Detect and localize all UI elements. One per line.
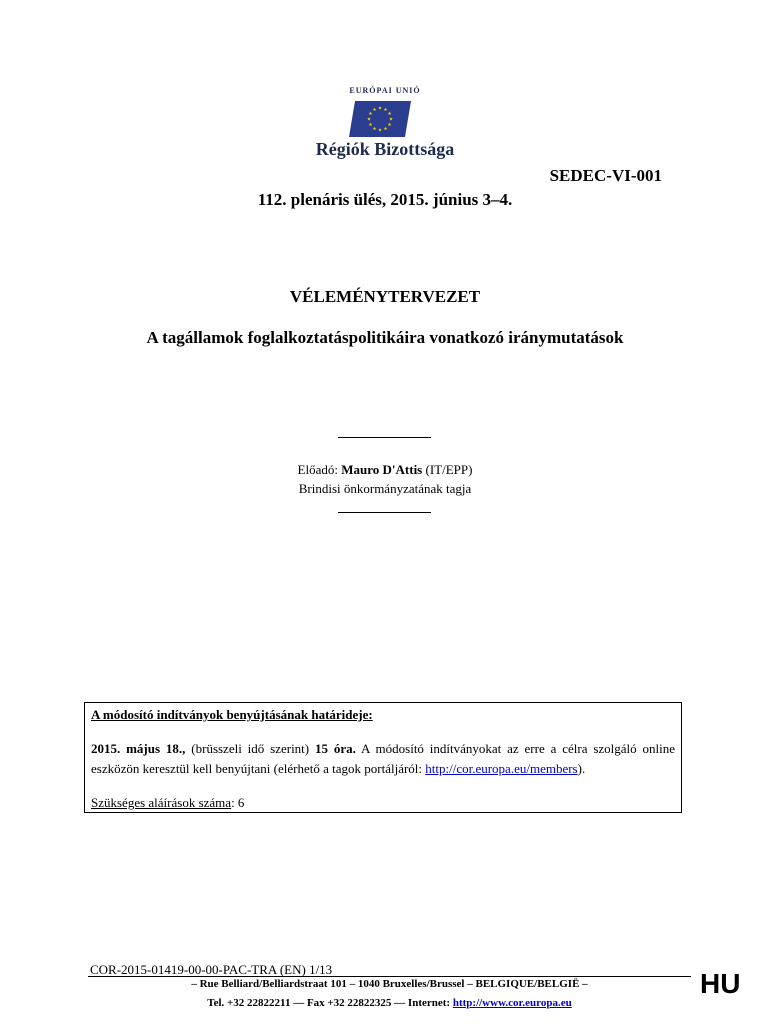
rapporteur-block — [0, 460, 770, 498]
logo-committee-name: Régiók Bizottsága — [315, 139, 455, 159]
deadline-date: 2015. május 18., — [91, 741, 186, 756]
document-reference: SEDEC-VI-001 — [549, 166, 662, 185]
signatures-value: : 6 — [231, 795, 245, 810]
divider-top — [338, 437, 431, 438]
eu-flag-icon — [349, 101, 411, 137]
deadline-timezone: (brüsszeli idő szerint) — [191, 741, 310, 756]
footer-address-block — [88, 975, 691, 1013]
language-code: HU — [700, 968, 741, 999]
document-type: VÉLEMÉNYTERVEZET — [289, 287, 481, 306]
members-portal-link[interactable]: http://cor.europa.eu/members — [425, 761, 578, 776]
signatures-label: Szükséges aláírások száma — [91, 795, 232, 810]
deadline-text-a: A módosító indítványokat az erre a célra szolgáló — [361, 741, 637, 756]
rapporteur-label: Előadó: — [297, 462, 338, 477]
rapporteur-group: (IT/EPP) — [425, 462, 473, 477]
deadline-text — [91, 739, 675, 779]
deadline-title: A módosító indítványok benyújtásának határideje: — [91, 707, 373, 722]
deadline-box — [84, 702, 682, 813]
signatures-line — [91, 793, 675, 813]
footer-document-id: COR-2015-01419-00-00-PAC-TRA (EN) 1/13 — [90, 962, 333, 977]
divider-bottom — [338, 512, 431, 513]
rapporteur-name: Mauro D'Attis — [341, 462, 423, 477]
rapporteur-role: Brindisi önkormányzatának tagja — [298, 481, 472, 496]
footer-website-link[interactable]: http://www.cor.europa.eu — [452, 997, 572, 1009]
footer-contact-line — [88, 994, 691, 1013]
deadline-text-b: online eszközön keresztül kell benyújtani (elérhető a tagok portáljáról: — [91, 741, 675, 776]
logo-union-text: EURÓPAI UNIÓ — [349, 86, 421, 95]
deadline-text-c: ). — [577, 761, 586, 776]
footer-address: – Rue Belliard/Belliardstraat 101 – 1040 Bruxelles/Brussel – BELGIQUE/BELGIË – — [191, 978, 588, 990]
session-line: 112. plenáris ülés, 2015. június 3–4. — [257, 190, 513, 209]
deadline-hour: 15 óra. — [314, 741, 356, 756]
document-subject: A tagállamok foglalkoztatáspolitikáira vonatkozó iránymutatások — [146, 328, 624, 347]
footer-contact: Tel. +32 22822211 — Fax +32 22822325 — Internet: — [207, 997, 451, 1009]
